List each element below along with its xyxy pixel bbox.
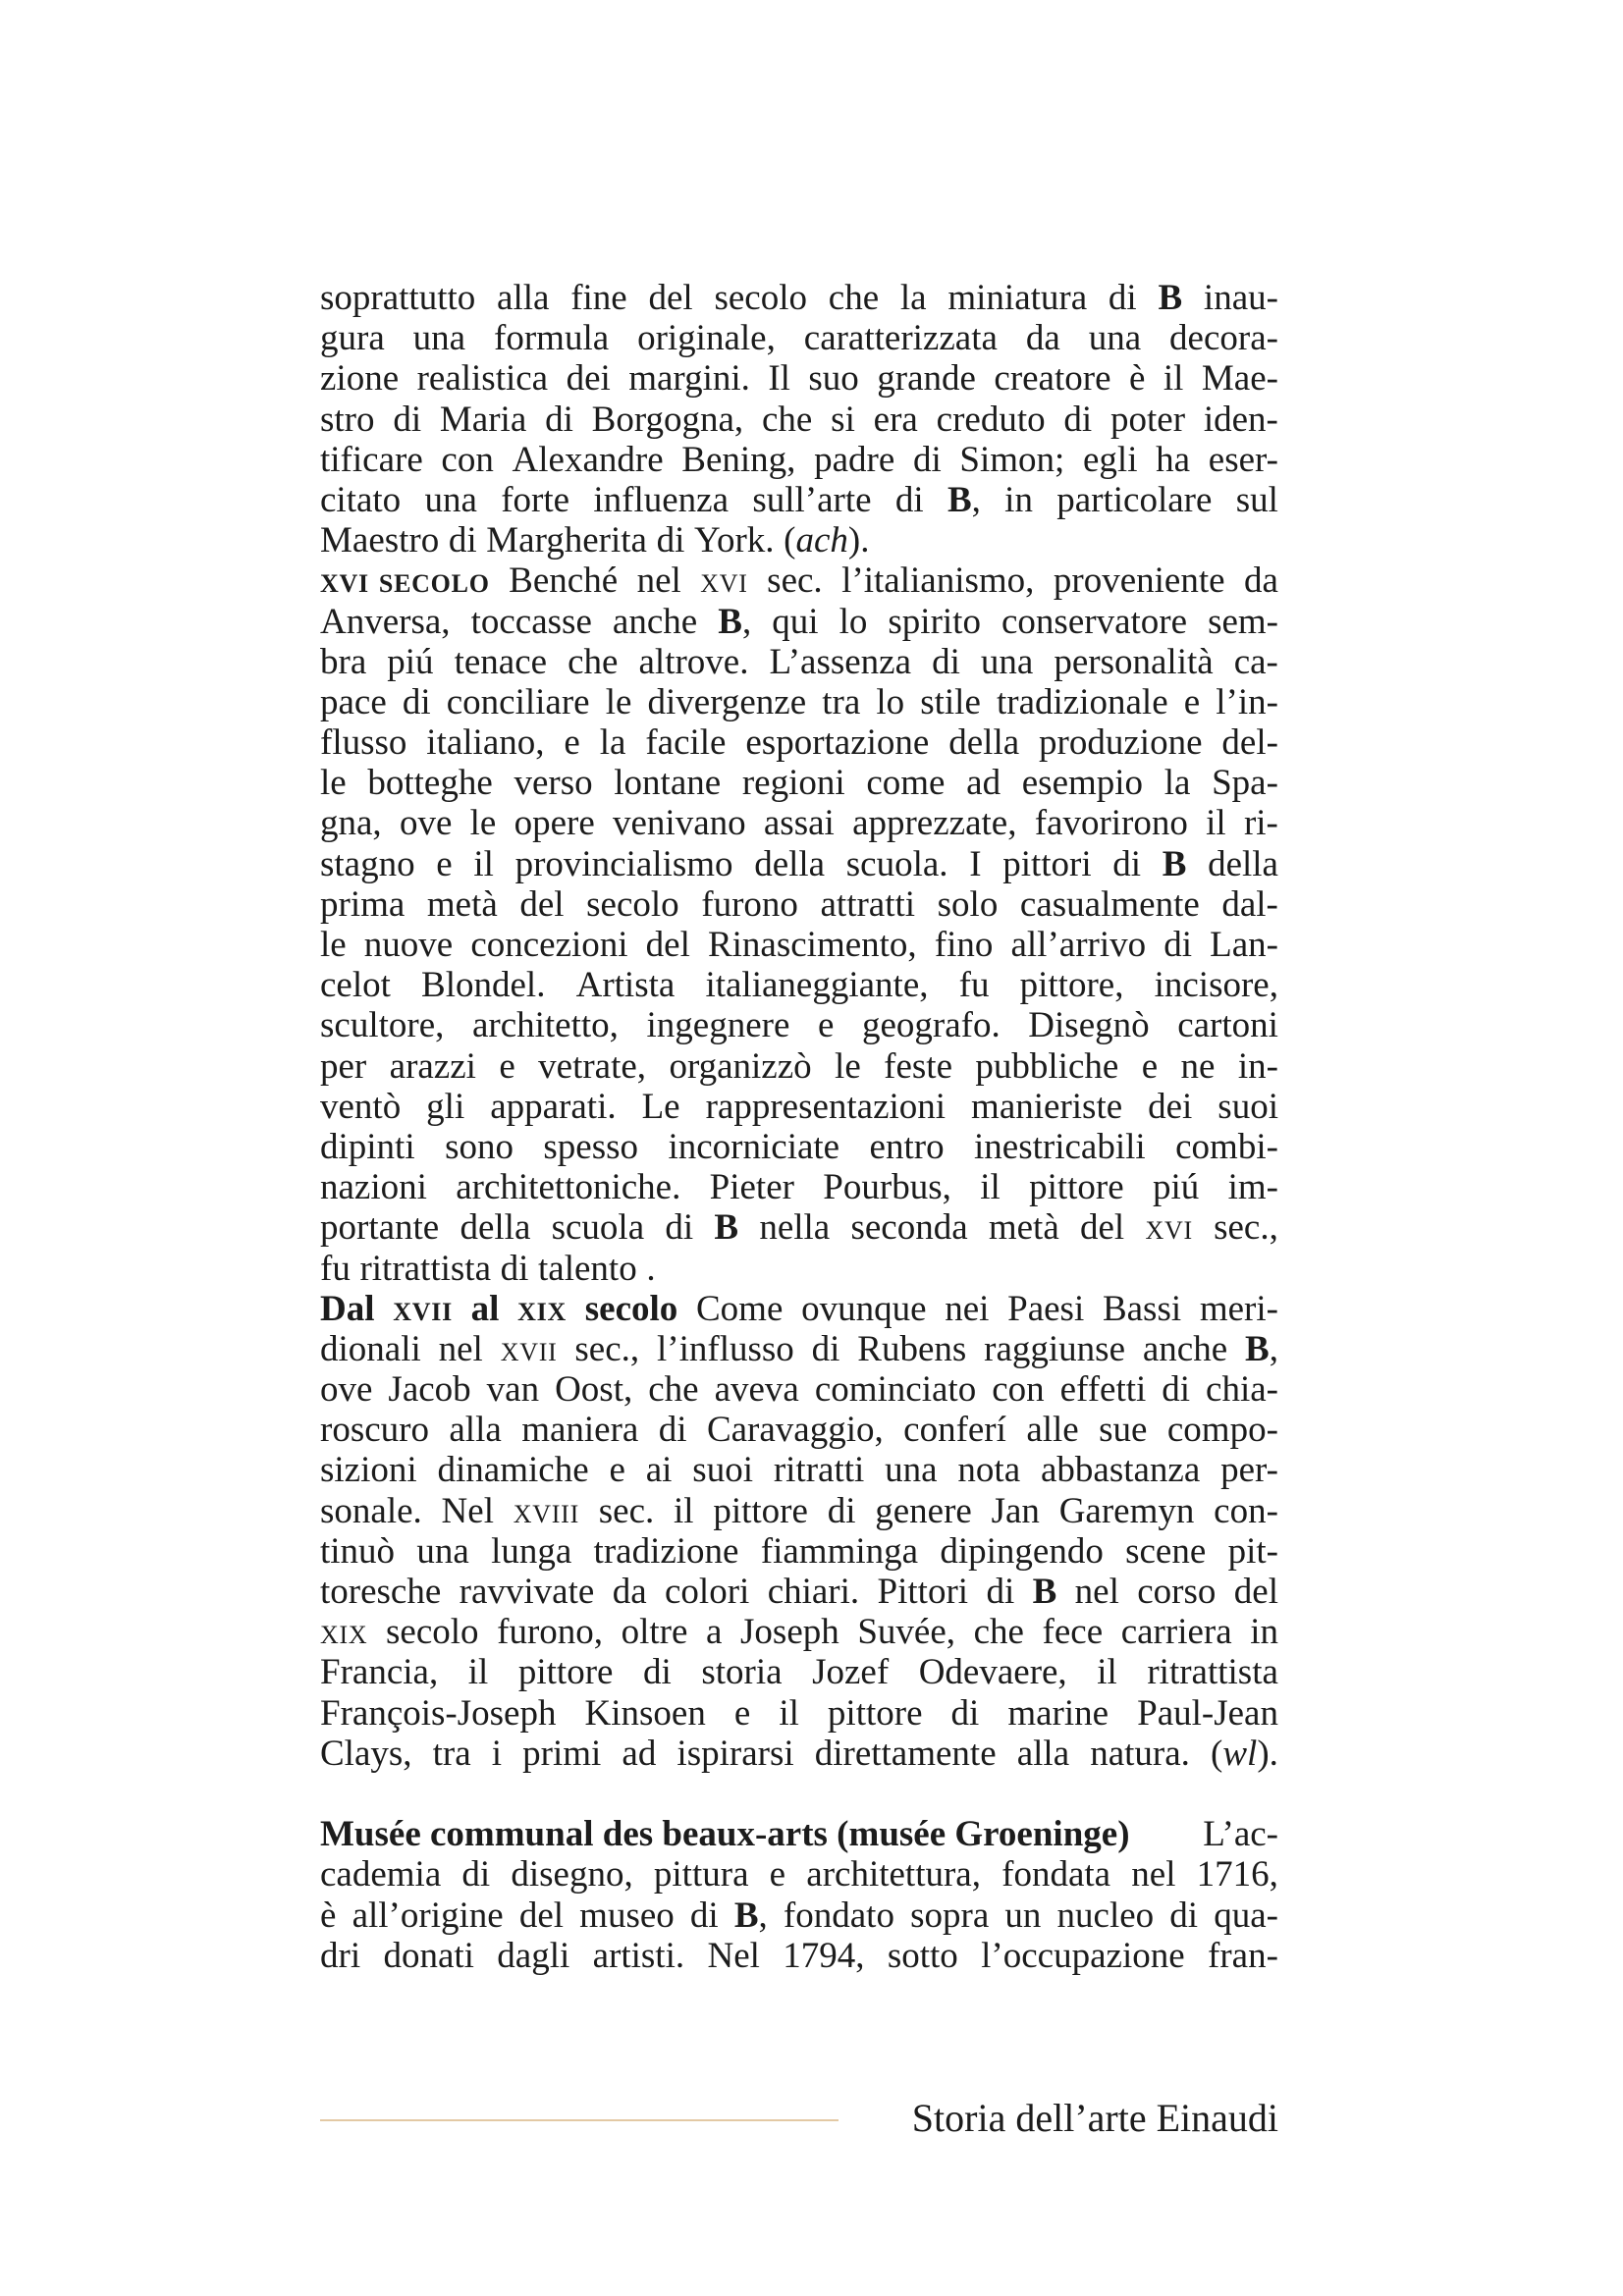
page-footer (320, 2089, 1278, 2148)
text-line: gna, ove le opere venivano assai apprezzate, favorirono il ri- (320, 803, 1278, 844)
text-line: François-Joseph Kinsoen e il pittore di marine Paul-Jean (320, 1692, 1278, 1734)
text-line: scultore, architetto, ingegnere e geografo. Disegnò cartoni (320, 1005, 1278, 1046)
text-line: Anversa, toccasse anche B, qui lo spirito conservatore sem- (320, 601, 1278, 642)
text-line: stro di Maria di Borgogna, che si era creduto di poter iden- (320, 399, 1278, 440)
text-line: xix secolo furono, oltre a Joseph Suvée, che fece carriera in (320, 1612, 1278, 1653)
text-line: soprattutto alla fine del secolo che la miniatura di B inau- (320, 278, 1278, 318)
text-line: prima metà del secolo furono attratti solo casualmente dal- (320, 883, 1278, 925)
text-line: Maestro di Margherita di York. (ach). (320, 520, 870, 561)
text-line: nazioni architettoniche. Pieter Pourbus, il pittore piú im- (320, 1167, 1278, 1208)
text-line: Clays, tra i primi ad ispirarsi direttamente alla natura. (wl). (320, 1733, 1278, 1774)
text-line: tificare con Alexandre Bening, padre di Simon; egli ha eser- (320, 439, 1278, 480)
text-line: le nuove concezioni del Rinascimento, fino all’arrivo di Lan- (320, 925, 1278, 965)
section-heading: xvi secolo (320, 561, 490, 602)
text-line: citato una forte influenza sull’arte di B, in particolare sul (320, 479, 1278, 520)
footer-title: Storia dell’arte Einaudi (911, 2096, 1278, 2140)
text-line: xvi secolo Benché nel xvi sec. l’italianismo, proveniente da (320, 561, 1278, 602)
text-line: fu ritrattista di talento . (320, 1248, 656, 1289)
text-line: pace di conciliare le divergenze tra lo stile tradizionale e l’in- (320, 681, 1278, 722)
article-body (320, 278, 1278, 1976)
paragraph-gap (320, 1774, 1278, 1814)
footer-divider (320, 2119, 839, 2121)
text-line: è all’origine del museo di B, fondato sopra un nucleo di qua- (320, 1895, 1278, 1936)
text-line: toresche ravvivate da colori chiari. Pittori di B nel corso del (320, 1572, 1278, 1612)
text-line: Francia, il pittore di storia Jozef Odevaere, il ritrattista (320, 1652, 1278, 1693)
text-line: celot Blondel. Artista italianeggiante, fu pittore, incisore, (320, 965, 1278, 1006)
text-line: dri donati dagli artisti. Nel 1794, sotto l’occupazione fran- (320, 1935, 1278, 1976)
text-line: cademia di disegno, pittura e architettura, fondata nel 1716, (320, 1854, 1278, 1896)
text-line: per arazzi e vetrate, organizzò le feste pubbliche e ne in- (320, 1045, 1278, 1087)
text-line: dionali nel xvii sec., l’influsso di Rubens raggiunse anche B, (320, 1328, 1278, 1369)
text-line: sonale. Nel xviii sec. il pittore di genere Jan Garemyn con- (320, 1490, 1278, 1531)
text-line: tinuò una lunga tradizione fiamminga dipingendo scene pit- (320, 1530, 1278, 1572)
text-line: roscuro alla maniera di Caravaggio, conferí alle sue compo- (320, 1410, 1278, 1451)
text-line: dipinti sono spesso incorniciate entro inestricabili combi- (320, 1126, 1278, 1167)
text-line: Dal xvii al xix secolo Come ovunque nei Paesi Bassi meri- (320, 1288, 1278, 1329)
text-line: ventò gli apparati. Le rappresentazioni manieriste dei suoi (320, 1086, 1278, 1127)
text-line: gura una formula originale, caratterizzata da una decora- (320, 318, 1278, 359)
text-line: ove Jacob van Oost, che aveva cominciato con effetti di chia- (320, 1369, 1278, 1411)
author-initials: wl (1222, 1733, 1258, 1774)
section-heading: Dal (320, 1288, 375, 1329)
text-line: sizioni dinamiche e ai suoi ritratti una nota abbastanza per- (320, 1450, 1278, 1491)
text-line: stagno e il provincialismo della scuola. I pittori di B della (320, 843, 1278, 884)
text-line: zione realistica dei margini. Il suo grande creatore è il Mae- (320, 358, 1278, 400)
section-heading: Musée communal des beaux-arts (musée Groeninge) (320, 1814, 1130, 1855)
text-line: Musée communal des beaux-arts (musée Groeninge) L’ac- (320, 1814, 1278, 1855)
author-initials: ach (795, 520, 848, 561)
text-line: le botteghe verso lontane regioni come ad esempio la Spa- (320, 763, 1278, 804)
text-line: flusso italiano, e la facile esportazione della produzione del- (320, 722, 1278, 764)
text-line: portante della scuola di B nella seconda metà del xvi sec., (320, 1207, 1278, 1249)
text-line: bra piú tenace che altrove. L’assenza di una personalità ca- (320, 641, 1278, 682)
